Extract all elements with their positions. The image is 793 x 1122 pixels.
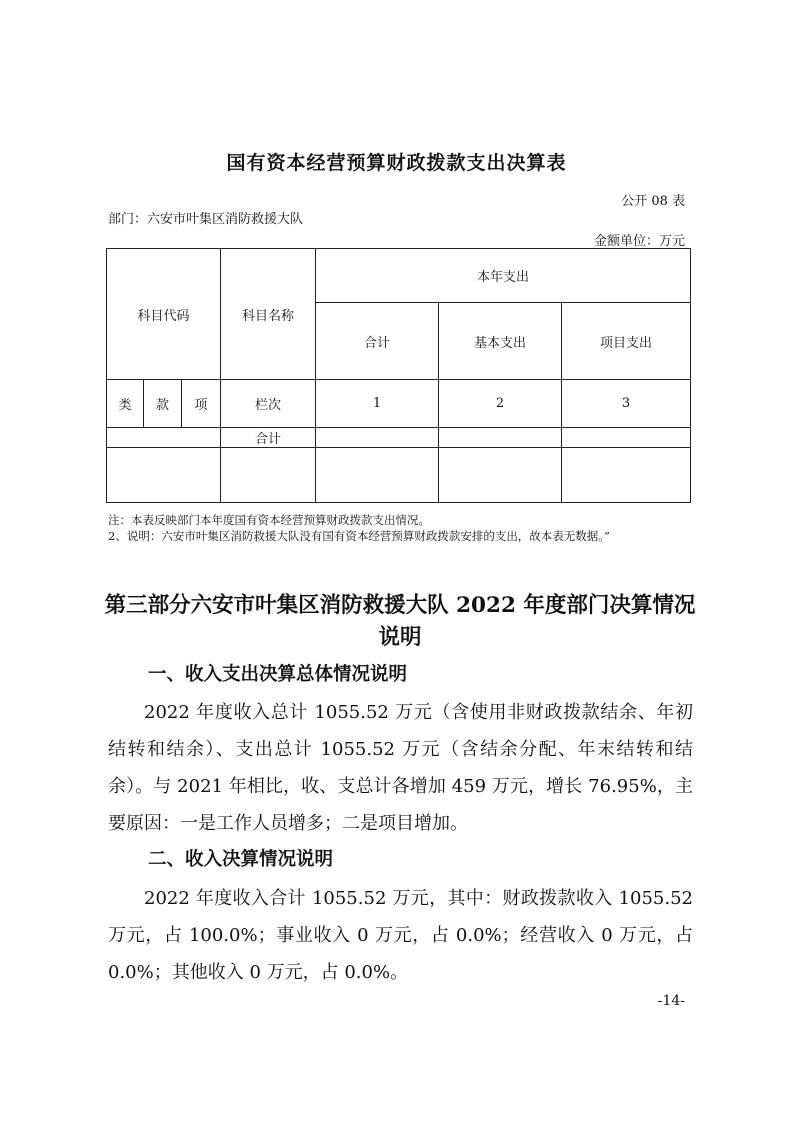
header-subject-code: 科目代码 xyxy=(107,249,221,380)
subheading-overall: 一、收入支出决算总体情况说明 xyxy=(148,664,408,685)
department-label: 部门：六安市叶集区消防救援大队 xyxy=(108,212,304,227)
total-row-value-1 xyxy=(316,428,439,448)
table-title: 国有资本经营预算财政拨款支出决算表 xyxy=(226,152,567,174)
total-row-code xyxy=(107,428,221,448)
amount-unit: 金额单位：万元 xyxy=(593,234,685,249)
header-column-no: 栏次 xyxy=(221,380,316,428)
column-number-3: 3 xyxy=(562,380,691,428)
header-project: 项目支出 xyxy=(562,303,691,380)
header-total: 合计 xyxy=(316,303,439,380)
column-number-1: 1 xyxy=(316,380,439,428)
header-kuan: 款 xyxy=(144,380,182,428)
table-explanation: 2、说明：六安市叶集区消防救援大队没有国有资本经营预算财政拨款安排的支出，故本表无数据。” xyxy=(108,529,610,543)
paragraph-income: 2022 年度收入合计 1055.52 万元，其中：财政拨款收入 1055.52 万元，占 100.0%；事业收入 0 万元，占 0.0%；经营收入 0 万元，占 0.0%；其他收入 0 万元，占 0.0%。 xyxy=(108,888,693,983)
empty-row-value-3 xyxy=(562,448,691,503)
empty-row-name xyxy=(221,448,316,503)
header-basic: 基本支出 xyxy=(439,303,562,380)
empty-row-code xyxy=(107,448,221,503)
empty-row-value-1 xyxy=(316,448,439,503)
page-number: -14- xyxy=(657,993,685,1009)
expenditure-table xyxy=(106,248,691,503)
subheading-income: 二、收入决算情况说明 xyxy=(148,849,334,870)
header-lei: 类 xyxy=(107,380,144,428)
header-xiang: 项 xyxy=(182,380,221,428)
paragraph-overall: 2022 年度收入总计 1055.52 万元（含使用非财政拨款结余、年初结转和结余）、支出总计 1055.52 万元（含结余分配、年末结转和结余）。与 2021 年相比，收、支总计各增加 459 万元，增长 76.95%，主要原因：一是工作人员增多；二是项目增加。 xyxy=(108,702,693,834)
header-subject-name: 科目名称 xyxy=(221,249,316,380)
column-number-2: 2 xyxy=(439,380,562,428)
header-current-year-spending: 本年支出 xyxy=(316,249,691,303)
form-code: 公开 08 表 xyxy=(621,194,685,209)
table-note: 注：本表反映部门本年度国有资本经营预算财政拨款支出情况。 xyxy=(108,513,430,527)
total-row-value-3 xyxy=(562,428,691,448)
empty-row-value-2 xyxy=(439,448,562,503)
total-row-label: 合计 xyxy=(221,428,316,448)
total-row-value-2 xyxy=(439,428,562,448)
section-title: 第三部分六安市叶集区消防救援大队 2022 年度部门决算情况说明 xyxy=(104,593,696,650)
